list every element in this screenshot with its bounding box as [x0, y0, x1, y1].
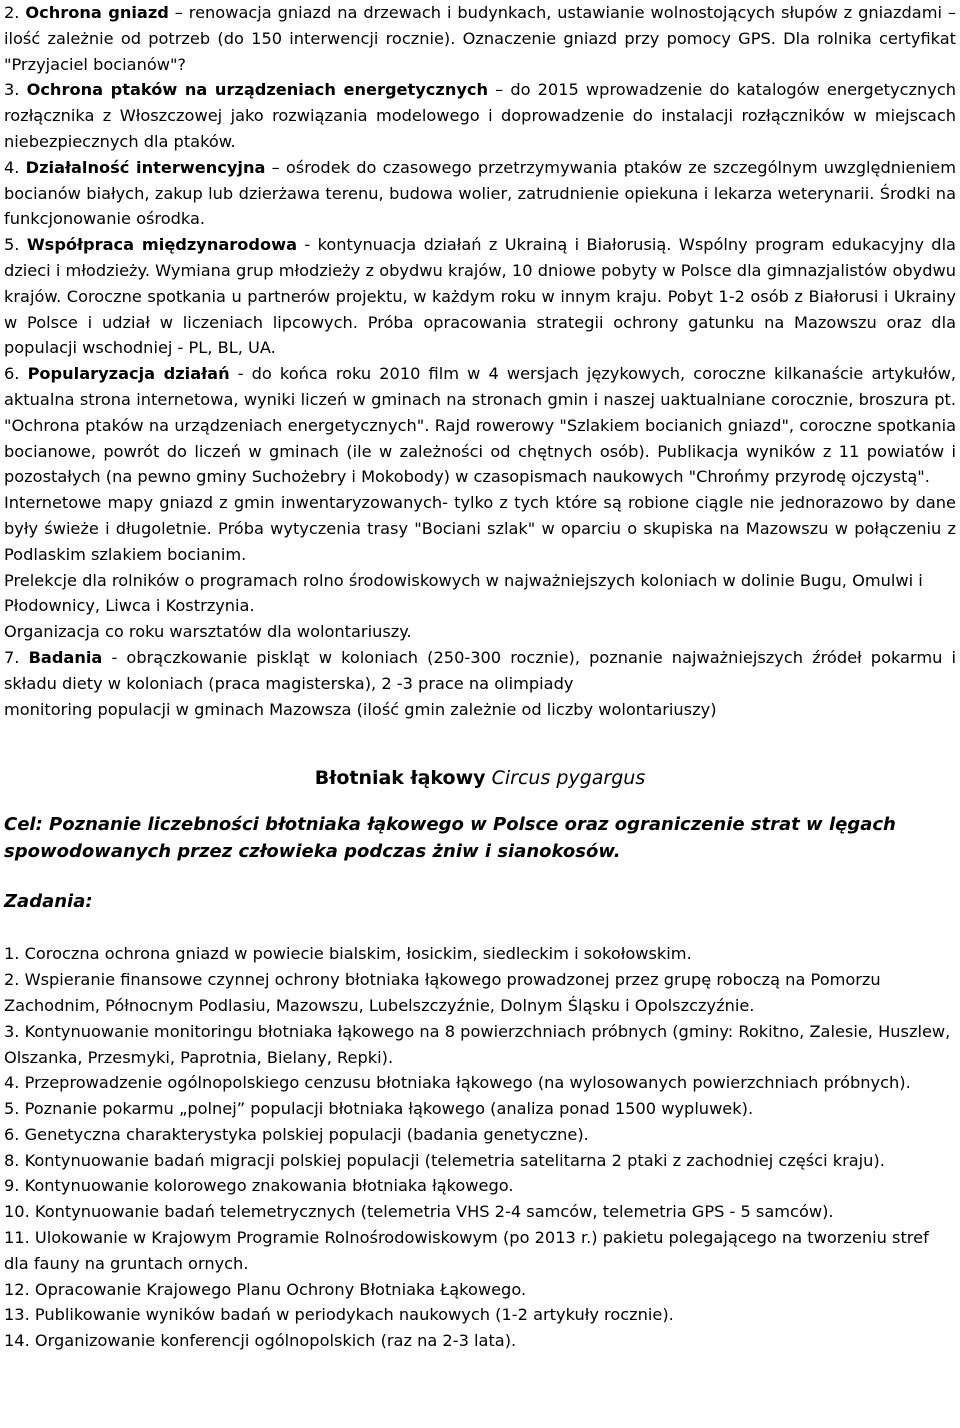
item-3 [4, 77, 956, 154]
item-text: - do końca roku 2010 film w 4 wersjach językowych, coroczne kilkanaście artykułów, aktualna strona internetowa, wyniki liczeń w gminach na stronach gmin i naszej uaktualniane corocznie, broszura pt. "Ochrona ptaków na urządzeniach energetycznych". Rajd rowerowy "Szlakiem bocianich gniazd", coroczne spotkania bocianowe, powrót do liczeń w gminach (ile w zależności od chętnych osób). Publikacja wyników z 11 powiatów i pozostałych (na pewno gminy Suchożebry i Mokobody) w czasopismach naukowych "Chrońmy przyrodę ojczystą". [4, 364, 956, 487]
item-4 [4, 155, 956, 232]
list-item: 5. Poznanie pokarmu „polnej” populacji błotniaka łąkowego (analiza ponad 1500 wypluwek). [4, 1099, 754, 1119]
item-title: Ochrona gniazd [25, 3, 169, 22]
species-latin-name: Circus pygargus [491, 767, 646, 790]
item-2 [4, 0, 956, 77]
item-6 [4, 361, 956, 490]
item-number: 5. [4, 235, 20, 255]
list-item: 14. Organizowanie konferencji ogólnopolskich (raz na 2-3 lata). [4, 1331, 517, 1351]
item-title: Popularyzacja działań [27, 364, 230, 384]
species-name: Błotniak łąkowy [314, 767, 486, 790]
item-title: Działalność interwencyjna [25, 157, 266, 177]
item-title: Współpraca międzynarodowa [26, 235, 297, 255]
list-item: 9. Kontynuowanie kolorowego znakowania błotniaka łąkowego. [4, 1176, 514, 1196]
section-heading [4, 764, 956, 792]
list-item: 13. Publikowanie wyników badań w periodykach naukowych (1-2 artykuły rocznie). [4, 1305, 674, 1325]
list-item: 6. Genetyczna charakterystyka polskiej populacji (badania genetyczne). [4, 1124, 589, 1144]
list-item: 2. Wspieranie finansowe czynnej ochrony błotniaka łąkowego prowadzonej przez grupę roboczą na Pomorzu Zachodnim, Północnym Podlasiu, Mazowszu, Lubelszczyźnie, Dolnym Śląsku i Opolszczyźnie. [4, 970, 881, 1015]
list-item: 4. Przeprowadzenie ogólnopolskiego cenzusu błotniaka łąkowego (na wylosowanych powierzchniach próbnych). [4, 1073, 911, 1093]
item-number: 7. [4, 647, 20, 667]
item-number: 2. [4, 3, 20, 22]
item-7 [4, 645, 956, 697]
paragraph-maps: Internetowe mapy gniazd z gmin inwentaryzowanych- tylko z tych które są robione ciągle nie jednorazowo by dane były świeże i długoletnie. Próba wytyczenia trasy "Bociani szlak" w oparciu o skupiska na Mazowszu w połączeniu z Podlaskim szlakiem bocianim. [4, 493, 956, 564]
list-item: 1. Coroczna ochrona gniazd w powiecie bialskim, łosickim, siedleckim i sokołowskim. [4, 944, 692, 964]
goal-statement: Cel: Poznanie liczebności błotniaka łąkowego w Polsce oraz ograniczenie strat w lęgach spowodowanych przez człowieka podczas żniw i sianokosów. [4, 814, 896, 863]
item-7-extra: monitoring populacji w gminach Mazowsza (ilość gmin zależnie od liczby wolontariuszy) [4, 699, 717, 719]
item-text: - obrączkowanie piskląt w koloniach (250-300 rocznie), poznanie najważniejszych źródeł pokarmu i składu diety w koloniach (praca magisterska), 2 -3 prace na olimpiady [4, 647, 956, 693]
item-5 [4, 232, 956, 361]
tasks-list [4, 941, 956, 1354]
item-number: 4. [4, 157, 20, 177]
item-number: 6. [4, 364, 20, 384]
list-item: 10. Kontynuowanie badań telemetrycznych (telemetria VHS 2-4 samców, telemetria GPS - 5 samców). [4, 1202, 834, 1222]
paragraph-lectures: Prelekcje dla rolników o programach rolno środowiskowych w najważniejszych koloniach w dolinie Bugu, Omulwi i Płodownicy, Liwca i Kostrzynia. [4, 570, 923, 616]
item-text: – do 2015 wprowadzenie do katalogów energetycznych rozłącznika z Włoszczowej jako rozwiązania modelowego i doprowadzenie do instalacji rozłączników w miejscach niebezpiecznych dla ptaków. [4, 80, 956, 151]
item-number: 3. [4, 80, 20, 100]
tasks-heading: Zadania: [4, 891, 93, 913]
list-item: 3. Kontynuowanie monitoringu błotniaka łąkowego na 8 powierzchniach próbnych (gminy: Rokitno, Zalesie, Huszlew, Olszanka, Przesmyki, Paprotnia, Bielany, Repki). [4, 1021, 951, 1067]
item-title: Ochrona ptaków na urządzeniach energetycznych [26, 80, 489, 100]
paragraph-workshops: Organizacja co roku warsztatów dla wolontariuszy. [4, 622, 412, 642]
item-text: – ośrodek do czasowego przetrzymywania ptaków ze szczególnym uwzględnieniem bocianów białych, zakup lub dzierżawa terenu, budowa wolier, zatrudnienie opiekuna i lekarza weterynarii. Środki na funkcjonowanie ośrodka. [4, 157, 956, 229]
item-text: - kontynuacja działań z Ukrainą i Białorusią. Wspólny program edukacyjny dla dzieci i młodzieży. Wymiana grup młodzieży z obydwu krajów, 10 dniowe pobyty w Polsce dla gimnazjalistów obydwu krajów. Coroczne spotkania u partnerów projektu, w każdym roku w innym kraju. Pobyt 1-2 osób z Białorusi i Ukrainy w Polsce i udział w liczeniach lipcowych. Próba opracowania strategii ochrony gatunku na Mazowszu oraz dla populacji wschodniej - PL, BL, UA. [4, 235, 956, 358]
item-text: – renowacja gniazd na drzewach i budynkach, ustawianie wolnostojących słupów z gniazdami – ilość zależnie od potrzeb (do 150 interwencji rocznie). Oznaczenie gniazd przy pomocy GPS. Dla rolnika certyfikat "Przyjaciel bocianów"? [4, 3, 956, 74]
item-title: Badania [28, 647, 103, 667]
list-item: 11. Ulokowanie w Krajowym Programie Rolnośrodowiskowym (po 2013 r.) pakietu polegającego na tworzeniu stref dla fauny na gruntach ornych. [4, 1228, 929, 1273]
list-item: 12. Opracowanie Krajowego Planu Ochrony Błotniaka Łąkowego. [4, 1279, 527, 1299]
list-item: 8. Kontynuowanie badań migracji polskiej populacji (telemetria satelitarna 2 ptaki z zachodniej części kraju). [4, 1150, 885, 1170]
